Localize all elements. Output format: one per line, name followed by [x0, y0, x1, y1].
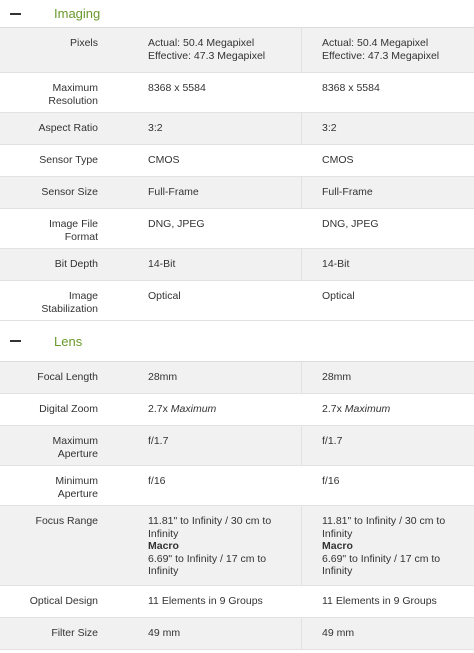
spec-row-focal-length [0, 362, 474, 394]
spec-label: Sensor Size [41, 186, 98, 198]
spec-row-bit-depth [0, 249, 474, 281]
spec-row-aspect-ratio [0, 113, 474, 145]
spec-label: Filter Size [51, 627, 98, 639]
spec-label: Sensor Type [39, 154, 98, 166]
spec-value: 11.81" to Infinity / 30 cm to Infinity Macro 6.69" to Infinity / 17 cm to Infinity [148, 515, 272, 577]
spec-label: Maximum Aperture [52, 435, 98, 460]
spec-row-digital-zoom [0, 394, 474, 426]
spec-label: Pixels [69, 37, 98, 49]
spec-row-optical-design [0, 586, 474, 618]
spec-row-filter-size [0, 618, 474, 650]
spec-row-sensor-size [0, 177, 474, 209]
spec-label: Focus Range [35, 515, 98, 527]
spec-label: Maximum Resolution [48, 82, 98, 107]
spec-label: Bit Depth [54, 258, 98, 270]
section-header-imaging[interactable] [0, 0, 474, 28]
spec-value: 2.7x Maximum [301, 394, 474, 425]
spec-value: f/1.7 [148, 435, 169, 447]
spec-value: 2.7x Maximum [148, 403, 217, 415]
spec-value: f/16 [301, 466, 474, 505]
spec-value: DNG, JPEG [301, 209, 474, 248]
spec-value: 3:2 [301, 113, 474, 144]
spec-row-max-resolution [0, 73, 474, 113]
spec-value: 28mm [301, 362, 474, 393]
spec-value: 11.81" to Infinity / 30 cm to Infinity Macro 6.69" to Infinity / 17 cm to Infinity [301, 506, 474, 585]
spec-label: Focal Length [37, 371, 98, 383]
spec-value: Actual: 50.4 Megapixel Effective: 47.3 Megapixel [148, 37, 266, 62]
spec-value: DNG, JPEG [148, 218, 205, 230]
spec-value: Full-Frame [301, 177, 474, 208]
spec-value: 8368 x 5584 [148, 82, 206, 94]
spec-label: Digital Zoom [39, 403, 98, 415]
spec-row-sensor-type [0, 145, 474, 177]
spec-value: 8368 x 5584 [301, 73, 474, 112]
spec-label: Minimum Aperture [55, 475, 98, 500]
section-title: Imaging [54, 6, 101, 21]
spec-value: 11 Elements in 9 Groups [148, 595, 263, 607]
spec-row-stabilization [0, 281, 474, 321]
spec-value: CMOS [301, 145, 474, 176]
spec-label: Optical Design [29, 595, 98, 607]
spec-value: 11 Elements in 9 Groups [301, 586, 474, 617]
spec-value: 49 mm [148, 627, 181, 639]
spec-value: 14-Bit [148, 258, 176, 270]
spec-value: Full-Frame [148, 186, 199, 198]
spec-row-max-aperture [0, 426, 474, 466]
spec-label: Image File Format [48, 218, 98, 243]
spec-value: f/16 [148, 475, 166, 487]
spec-value: f/1.7 [301, 426, 474, 465]
spec-value: 49 mm [301, 618, 474, 649]
spec-value: 14-Bit [301, 249, 474, 280]
spec-value: CMOS [148, 154, 180, 166]
spec-value: 3:2 [148, 122, 163, 134]
section-title: Lens [54, 333, 83, 349]
spec-label: Aspect Ratio [38, 122, 98, 134]
spec-row-min-aperture [0, 466, 474, 506]
spec-value: Optical [301, 281, 474, 320]
spec-value: 28mm [148, 371, 178, 383]
spec-value: Optical [148, 290, 181, 302]
section-header-lens[interactable] [0, 321, 474, 362]
collapse-icon[interactable] [10, 13, 21, 15]
collapse-icon[interactable] [10, 340, 21, 342]
spec-row-pixels [0, 28, 474, 73]
spec-row-file-format [0, 209, 474, 249]
spec-row-focus-range [0, 506, 474, 586]
spec-value: Actual: 50.4 Megapixel Effective: 47.3 Megapixel [301, 28, 474, 72]
spec-label: Image Stabilization [41, 290, 98, 315]
